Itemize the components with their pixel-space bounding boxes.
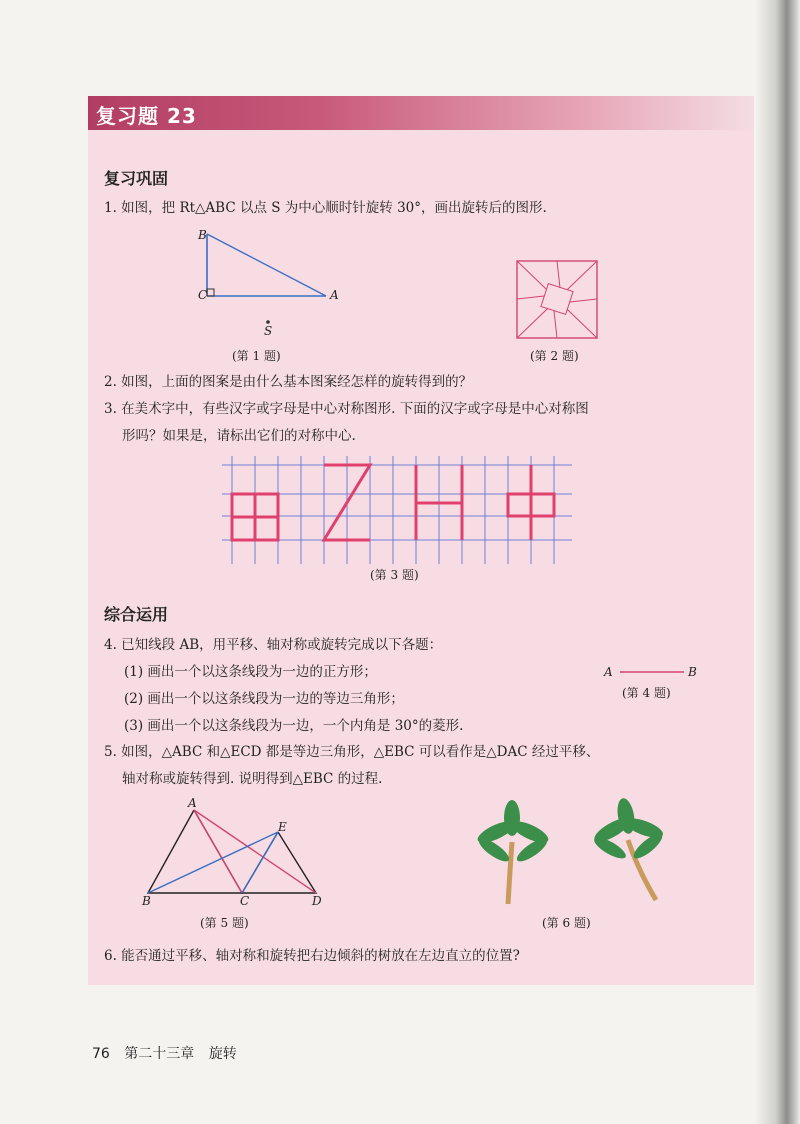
triangle-abc (148, 810, 242, 893)
figure-3-character-grid (222, 456, 574, 568)
triangle-side-ab (207, 234, 326, 296)
question-5-line-2: 轴对称或旋转得到. 说明得到△EBC 的过程. (122, 771, 383, 787)
caption-figure-2: (第 2 题) (530, 349, 579, 363)
question-4-part-1: (1) 画出一个以这条线段为一边的正方形； (124, 664, 377, 680)
page-binding-edge (756, 0, 800, 1124)
palm-trunk (508, 842, 512, 904)
figure-4-segment (618, 664, 688, 678)
question-4: 4. 已知线段 AB，用平移、轴对称或旋转完成以下各题： (104, 637, 443, 653)
pinwheel-arm-1 (557, 261, 560, 288)
page-number: 76 (92, 1046, 110, 1062)
chapter-title: 第二十三章 (124, 1046, 195, 1062)
label-s: S (264, 324, 273, 338)
pinwheel-arm-3 (554, 311, 557, 338)
label-a: A (330, 288, 339, 302)
question-3-line-2: 形吗？如果是，请标出它们的对称中心. (122, 428, 356, 444)
question-2: 2. 如图，上面的图案是由什么基本图案经怎样的旋转得到的？ (104, 374, 473, 390)
triangle-ecd (242, 832, 316, 893)
caption-figure-1: (第 1 题) (232, 349, 281, 363)
section-title-review: 复习巩固 (104, 169, 169, 188)
label-b: B (142, 894, 151, 908)
figure-5-triangles (140, 800, 330, 900)
label-d: D (312, 894, 322, 908)
caption-figure-6: (第 6 题) (542, 916, 591, 930)
label-a: A (188, 796, 197, 810)
segment-be (148, 832, 278, 893)
right-angle-mark (207, 289, 214, 296)
segment-ad (194, 810, 316, 893)
label-b: B (688, 665, 697, 679)
pinwheel-arm-2 (570, 299, 597, 302)
caption-figure-5: (第 5 题) (200, 916, 249, 930)
question-1: 1. 如图，把 Rt△ABC 以点 S 为中心顺时针旋转 30°，画出旋转后的图形. (104, 200, 547, 216)
caption-figure-3: (第 3 题) (370, 568, 419, 582)
label-e: E (278, 820, 287, 834)
figure-6-palm-tree-tilted (594, 800, 674, 910)
figure-2-pinwheel (516, 260, 600, 340)
character-zhong (508, 465, 554, 540)
question-6: 6. 能否通过平移、轴对称和旋转把右边倾斜的树放在左边直立的位置? (104, 948, 520, 964)
palm-fronds (591, 797, 665, 862)
pinwheel-arm-4 (517, 296, 544, 299)
label-c: C (240, 894, 250, 908)
chapter-topic: 旋转 (208, 1046, 237, 1062)
character-tian (232, 494, 278, 540)
caption-figure-4: (第 4 题) (622, 686, 671, 700)
grid-lines (222, 456, 572, 564)
label-c: C (198, 288, 208, 302)
question-4-part-2: (2) 画出一个以这条线段为一边的等边三角形； (124, 691, 404, 707)
figure-6-palm-tree-upright (474, 800, 554, 910)
label-b: B (198, 228, 207, 242)
label-a: A (604, 665, 613, 679)
exercise-title: 复习题 23 (96, 104, 197, 128)
page-footer (92, 1043, 247, 1063)
question-3-line-1: 3. 在美术字中，有些汉字或字母是中心对称图形. 下面的汉字或字母是中心对称图 (104, 401, 589, 417)
question-4-part-3: (3) 画出一个以这条线段为一边，一个内角是 30°的菱形. (124, 718, 464, 734)
question-5-line-1: 5. 如图，△ABC 和△ECD 都是等边三角形，△EBC 可以看作是△DAC 经过平移、 (104, 744, 600, 760)
section-title-apply: 综合运用 (104, 605, 169, 624)
